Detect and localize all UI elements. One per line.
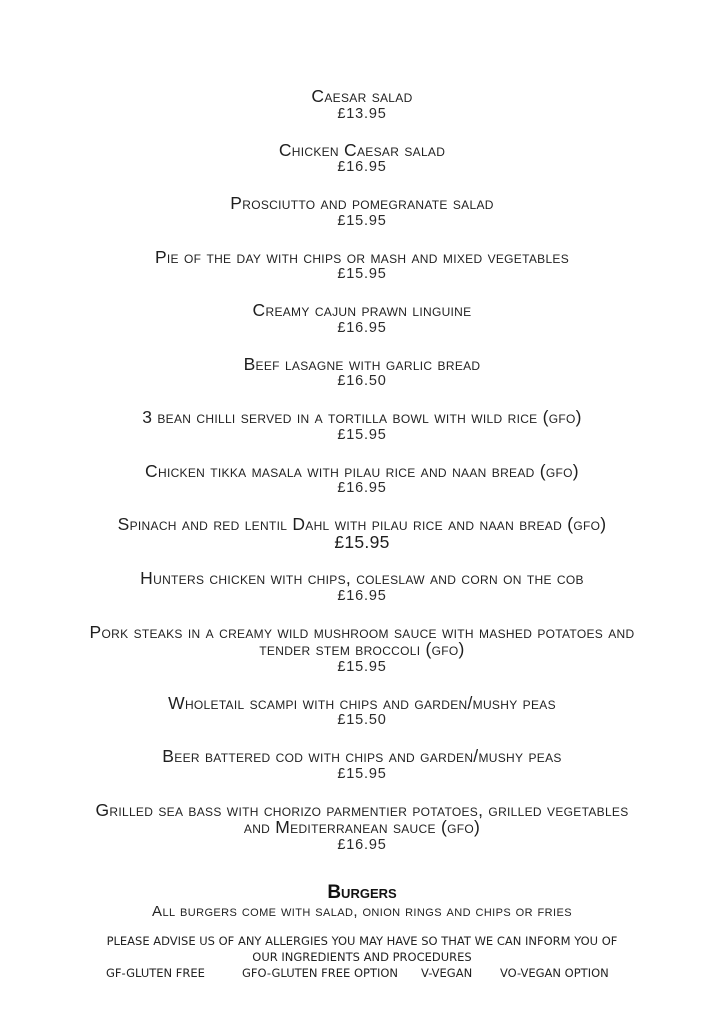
key-vo: VO-VEGAN OPTION [500, 966, 609, 980]
menu-item-name: Prosciutto and pomegranate salad [230, 193, 494, 213]
menu-item [0, 353, 724, 391]
menu-item-price: £16.95 [337, 159, 387, 175]
menu-item-price: £16.95 [337, 319, 387, 336]
menu-item-price: £15.50 [337, 712, 387, 728]
burgers-section-title: Burgers [327, 882, 397, 903]
menu-item [0, 748, 724, 783]
menu-item [0, 570, 724, 605]
menu-item-name: Beef lasagne with garlic bread [243, 353, 481, 374]
menu-item [0, 409, 724, 444]
menu-item [0, 460, 724, 498]
menu-item-name: Creamy cajun prawn linguine [252, 300, 472, 320]
menu-item-price: £16.50 [337, 373, 387, 389]
menu-item-price: £16.95 [337, 587, 387, 604]
menu-item-name: Spinach and red lentil Dahl with pilau rice and naan bread (gfo) £15.95 [117, 514, 607, 552]
menu-item [0, 195, 724, 230]
key-v: V-VEGAN [421, 966, 473, 980]
menu-item-name: Pork steaks in a creamy wild mushroom sauce with mashed potatoes and tender stem broccoli (gfo) [89, 621, 635, 659]
menu-item-name: Chicken tikka masala with pilau rice and naan bread (gfo) [145, 460, 579, 481]
menu-item-name: Hunters chicken with chips, coleslaw and corn on the cob [140, 568, 584, 588]
key-gfo: GFO-GLUTEN FREE OPTION [242, 966, 399, 980]
menu-item [0, 621, 724, 676]
allergy-notice [0, 933, 724, 965]
menu-item-price: £16.95 [337, 480, 387, 496]
menu-item-name: Chicken Caesar salad [278, 139, 446, 160]
menu-item-price: £13.95 [337, 105, 387, 122]
menu-items-list [0, 88, 724, 873]
menu-item [0, 692, 724, 730]
menu-item-price: £15.95 [337, 765, 387, 782]
menu-item-name: 3 bean chilli served in a tortilla bowl with wild rice (gfo) [142, 407, 582, 427]
menu-item-name: Caesar salad [311, 86, 413, 106]
menu-item-price: £16.95 [337, 836, 387, 853]
menu-item [0, 88, 724, 123]
menu-item [0, 139, 724, 177]
menu-item-name: Grilled sea bass with chorizo parmentier potatoes, grilled vegetables and Mediterranean sauce (gfo) [95, 799, 629, 837]
menu-item [0, 799, 724, 854]
menu-item-name: Beer battered cod with chips and garden/mushy peas [162, 746, 562, 766]
menu-item-price: £15.95 [337, 266, 387, 282]
menu-item [0, 302, 724, 337]
burgers-section-subtitle: All burgers come with salad, onion rings and chips or fries [152, 903, 572, 920]
menu-item-price: £15.95 [337, 426, 387, 443]
key-gf: GF-GLUTEN FREE [106, 966, 205, 980]
menu-item-price: £15.95 [337, 658, 387, 675]
menu-item [0, 246, 724, 284]
allergy-notice-text: PLEASE ADVISE US OF ANY ALLERGIES YOU MAY HAVE SO THAT WE CAN INFORM YOU OF OUR INGREDIENTS AND PROCEDURES [106, 934, 618, 964]
menu-item-name: Pie of the day with chips or mash and mixed vegetables [154, 246, 570, 267]
menu-item [0, 516, 724, 551]
menu-item-name: Wholetail scampi with chips and garden/mushy peas [168, 692, 556, 713]
menu-item-price: £15.95 [337, 212, 387, 229]
